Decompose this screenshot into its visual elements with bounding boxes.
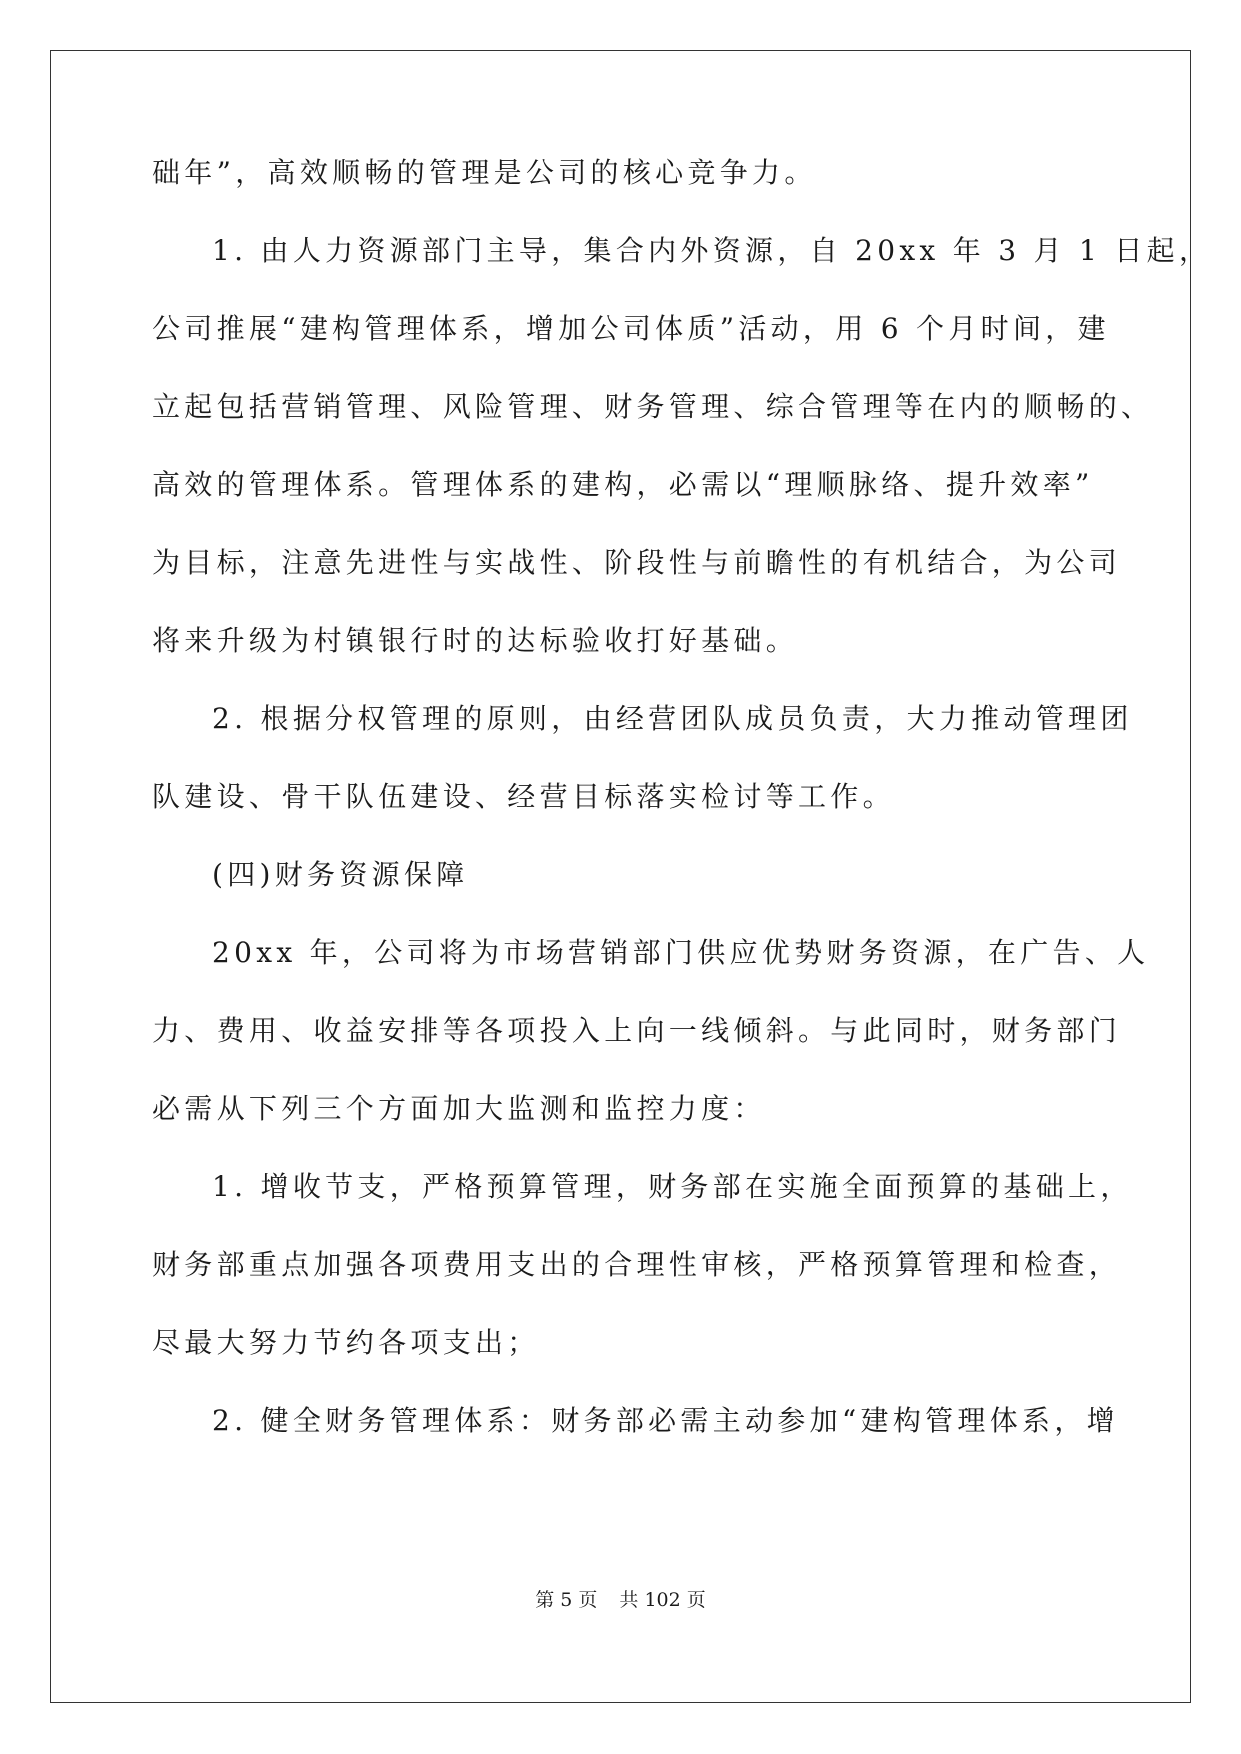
text-line: 必需从下列三个方面加大监测和监控力度：: [152, 1092, 766, 1125]
text-line: 立起包括营销管理、风险管理、财务管理、综合管理等在内的顺畅的、: [152, 390, 1154, 423]
text-line: 1. 由人力资源部门主导，集合内外资源，自 20xx 年 3 月 1 日起，: [212, 234, 1212, 267]
text-line: 为目标，注意先进性与实战性、阶段性与前瞻性的有机结合，为公司: [152, 546, 1122, 579]
text-line: 础年”，高效顺畅的管理是公司的核心竞争力。: [152, 156, 817, 189]
text-line: 公司推展“建构管理体系，增加公司体质”活动，用 6 个月时间，建: [152, 312, 1110, 345]
page-footer: [0, 1588, 1241, 1612]
total-pages: 共 102 页: [619, 1589, 706, 1611]
text-line: 20xx 年，公司将为市场营销部门供应优势财务资源，在广告、人: [212, 936, 1150, 969]
text-line: 高效的管理体系。管理体系的建构，必需以“理顺脉络、提升效率”: [152, 468, 1094, 501]
text-line: 财务部重点加强各项费用支出的合理性审核，严格预算管理和检查，: [152, 1248, 1122, 1281]
section-heading: (四)财务资源保障: [212, 858, 469, 891]
document-body: [152, 155, 1212, 1481]
text-line: 尽最大努力节约各项支出；: [152, 1326, 540, 1359]
text-line: 2. 健全财务管理体系：财务部必需主动参加“建构管理体系，增: [212, 1404, 1119, 1437]
text-line: 将来升级为村镇银行时的达标验收打好基础。: [152, 624, 799, 657]
text-line: 1. 增收节支，严格预算管理，财务部在实施全面预算的基础上，: [212, 1170, 1133, 1203]
text-line: 力、费用、收益安排等各项投入上向一线倾斜。与此同时，财务部门: [152, 1014, 1122, 1047]
text-line: 2. 根据分权管理的原则，由经营团队成员负责，大力推动管理团: [212, 702, 1133, 735]
text-line: 队建设、骨干队伍建设、经营目标落实检讨等工作。: [152, 780, 895, 813]
page-number: 第 5 页: [535, 1589, 598, 1611]
